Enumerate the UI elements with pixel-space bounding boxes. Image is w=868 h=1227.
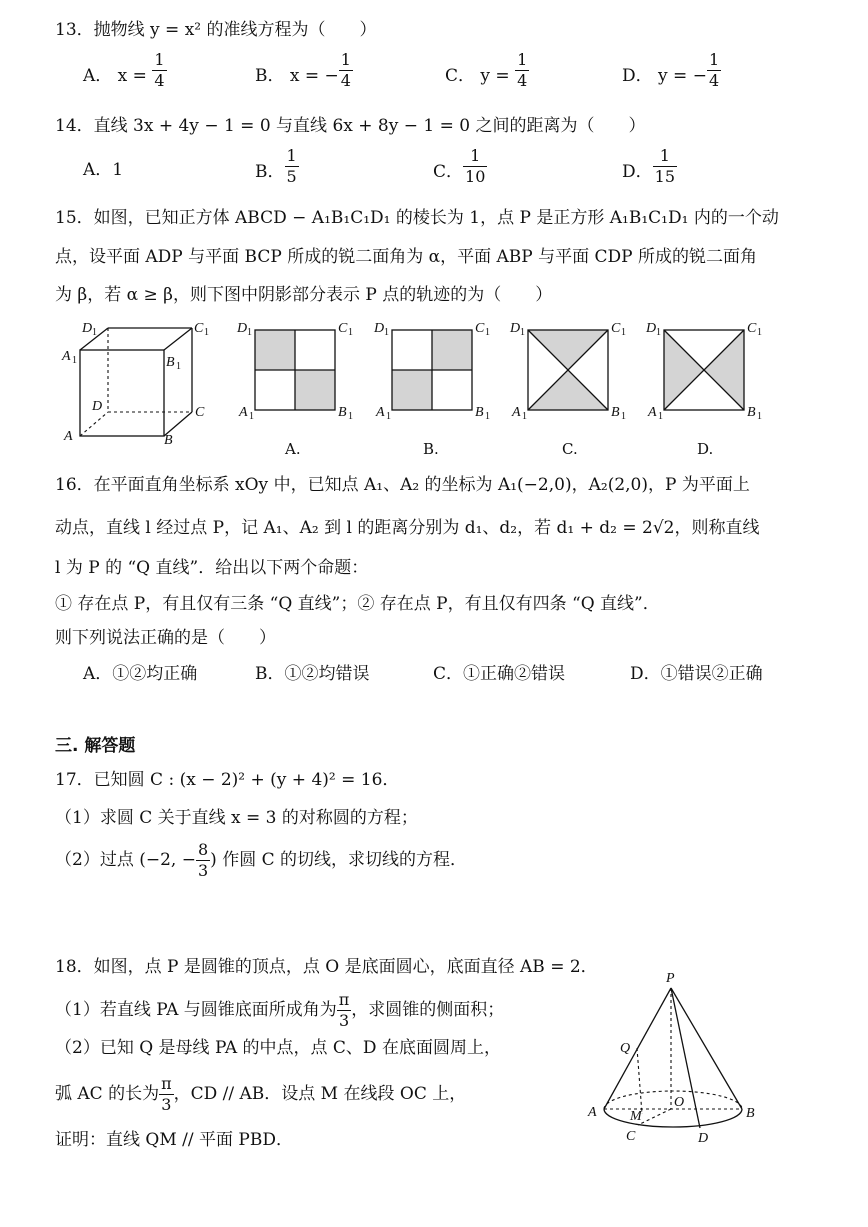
svg-text:P: P	[666, 971, 675, 986]
svg-text:B: B	[747, 405, 756, 420]
svg-text:1: 1	[247, 327, 252, 338]
q18-part-2c: 证明：直线 QM // 平面 PBD．	[55, 1130, 293, 1150]
figure-option-d[interactable]	[644, 316, 774, 426]
q16-line-1: 16．在平面直角坐标系 xOy 中，已知点 A₁、A₂ 的坐标为 A₁(−2,0)，A₂(2,0)，P 为平面上	[55, 475, 750, 495]
svg-text:D: D	[374, 321, 385, 336]
q15-line-2: 点，设平面 ADP 与平面 BCP 所成的锐二面角为 α，平面 ABP 与平面 CDP 所成的锐二面角	[55, 247, 757, 267]
svg-text:A: A	[376, 405, 385, 420]
svg-text:M: M	[630, 1109, 642, 1124]
q14-option-a[interactable]: A．1	[83, 160, 124, 180]
svg-text:1: 1	[92, 327, 97, 338]
svg-text:D: D	[646, 321, 657, 336]
q16-option-a[interactable]: A．①②均正确	[83, 664, 198, 684]
svg-text:D: D	[82, 321, 93, 336]
svg-text:D: D	[698, 1131, 709, 1146]
svg-text:D: D	[237, 321, 248, 336]
q13-option-d[interactable]: D． y = − $\frac{1}{4}$	[622, 50, 720, 90]
q16-line-5: 则下列说法正确的是（ ）	[55, 628, 276, 648]
svg-text:A: A	[62, 349, 71, 364]
svg-text:C: C	[195, 405, 205, 420]
svg-text:1: 1	[757, 411, 762, 422]
svg-text:Q: Q	[620, 1041, 631, 1056]
svg-text:1: 1	[621, 327, 626, 338]
svg-text:C: C	[194, 321, 204, 336]
caption-a: A.	[285, 440, 301, 458]
q13-options	[55, 52, 815, 100]
q15-line-1: 15．如图，已知正方体 ABCD − A₁B₁C₁D₁ 的棱长为 1，点 P 是正方形 A₁B₁C₁D₁ 内的一个动	[55, 208, 779, 228]
svg-text:1: 1	[249, 411, 254, 422]
q16-option-c[interactable]: C．①正确②错误	[433, 664, 566, 684]
q16-option-d[interactable]: D．①错误②正确	[630, 664, 763, 684]
q18-part-2b: 弧 AC 的长为 $\frac{\pi}{3}$ ，CD // AB．设点 M 在线段 OC 上，	[55, 1074, 467, 1114]
svg-text:B: B	[338, 405, 347, 420]
figure-option-b[interactable]	[372, 316, 502, 426]
figure-option-c[interactable]	[508, 316, 638, 426]
svg-text:1: 1	[621, 411, 626, 422]
svg-text:B: B	[746, 1106, 755, 1121]
svg-text:C: C	[611, 321, 621, 336]
svg-text:A: A	[64, 429, 73, 444]
svg-text:B: B	[611, 405, 620, 420]
q14-option-c[interactable]: C． $\frac{1}{10}$	[433, 146, 486, 186]
svg-text:1: 1	[522, 411, 527, 422]
svg-text:1: 1	[204, 327, 209, 338]
svg-text:D: D	[92, 399, 103, 414]
q13-option-a[interactable]: A． x = $\frac{1}{4}$	[83, 50, 165, 90]
svg-text:1: 1	[757, 327, 762, 338]
q13-option-b[interactable]: B． x = − $\frac{1}{4}$	[255, 50, 351, 90]
svg-text:C: C	[747, 321, 757, 336]
svg-text:1: 1	[384, 327, 389, 338]
svg-text:B: B	[164, 433, 173, 446]
figure-option-a[interactable]	[235, 316, 365, 426]
cone-figure	[582, 968, 772, 1153]
svg-text:1: 1	[176, 361, 181, 372]
svg-text:C: C	[338, 321, 348, 336]
q15-line-3: 为 β，若 α ≥ β，则下图中阴影部分表示 P 点的轨迹的为（ ）	[55, 285, 553, 305]
q17-part-1: （1）求圆 C 关于直线 x = 3 的对称圆的方程；	[55, 808, 418, 828]
svg-text:C: C	[626, 1129, 636, 1144]
q16-options	[55, 662, 815, 688]
section-title: 三. 解答题	[55, 736, 136, 756]
svg-text:1: 1	[72, 355, 77, 366]
q13-stem: 13．抛物线 y = x² 的准线方程为（ ）	[55, 20, 377, 40]
caption-c: C.	[562, 440, 578, 458]
svg-text:1: 1	[386, 411, 391, 422]
svg-text:1: 1	[520, 327, 525, 338]
svg-text:A: A	[512, 405, 521, 420]
svg-text:1: 1	[485, 327, 490, 338]
q13-option-c[interactable]: C． y = $\frac{1}{4}$	[445, 50, 528, 90]
svg-text:B: B	[166, 355, 175, 370]
caption-d: D.	[697, 440, 714, 458]
svg-text:D: D	[510, 321, 521, 336]
svg-text:1: 1	[485, 411, 490, 422]
svg-text:1: 1	[656, 327, 661, 338]
q14-options	[55, 148, 815, 196]
svg-text:C: C	[475, 321, 485, 336]
q16-line-3: l 为 P 的 “Q 直线”．给出以下两个命题：	[55, 558, 369, 578]
cube-figure	[60, 316, 220, 446]
q14-stem: 14．直线 3x + 4y − 1 = 0 与直线 6x + 8y − 1 = 0 之间的距离为（ ）	[55, 116, 646, 136]
q16-line-4: ① 存在点 P，有且仅有三条 “Q 直线”；② 存在点 P，有且仅有四条 “Q 直线”．	[55, 594, 660, 614]
q17-part-2: （2）过点 (−2, − $\frac{8}{3}$ ) 作圆 C 的切线，求切线的方程．	[55, 840, 468, 880]
svg-text:1: 1	[348, 411, 353, 422]
q14-option-d[interactable]: D． $\frac{1}{15}$	[622, 146, 675, 186]
q14-option-b[interactable]: B． $\frac{1}{5}$	[255, 146, 297, 186]
q16-option-b[interactable]: B．①②均错误	[255, 664, 370, 684]
q18-stem: 18．如图，点 P 是圆锥的顶点，点 O 是底面圆心，底面直径 AB = 2．	[55, 957, 598, 977]
q16-line-2: 动点，直线 l 经过点 P，记 A₁、A₂ 到 l 的距离分别为 d₁、d₂，若 d₁ + d₂ = 2√2，则称直线	[55, 518, 760, 538]
svg-text:A: A	[588, 1105, 597, 1120]
svg-text:1: 1	[348, 327, 353, 338]
svg-text:1: 1	[658, 411, 663, 422]
q18-part-1: （1）若直线 PA 与圆锥底面所成角为 $\frac{\pi}{3}$ ，求圆锥的侧面积；	[55, 990, 505, 1030]
caption-b: B.	[423, 440, 439, 458]
svg-text:A: A	[239, 405, 248, 420]
q18-part-2: （2）已知 Q 是母线 PA 的中点，点 C、D 在底面圆周上，	[55, 1038, 501, 1058]
q17-stem: 17．已知圆 C : (x − 2)² + (y + 4)² = 16．	[55, 770, 400, 790]
svg-text:B: B	[475, 405, 484, 420]
svg-text:A: A	[648, 405, 657, 420]
svg-text:O: O	[674, 1095, 685, 1110]
